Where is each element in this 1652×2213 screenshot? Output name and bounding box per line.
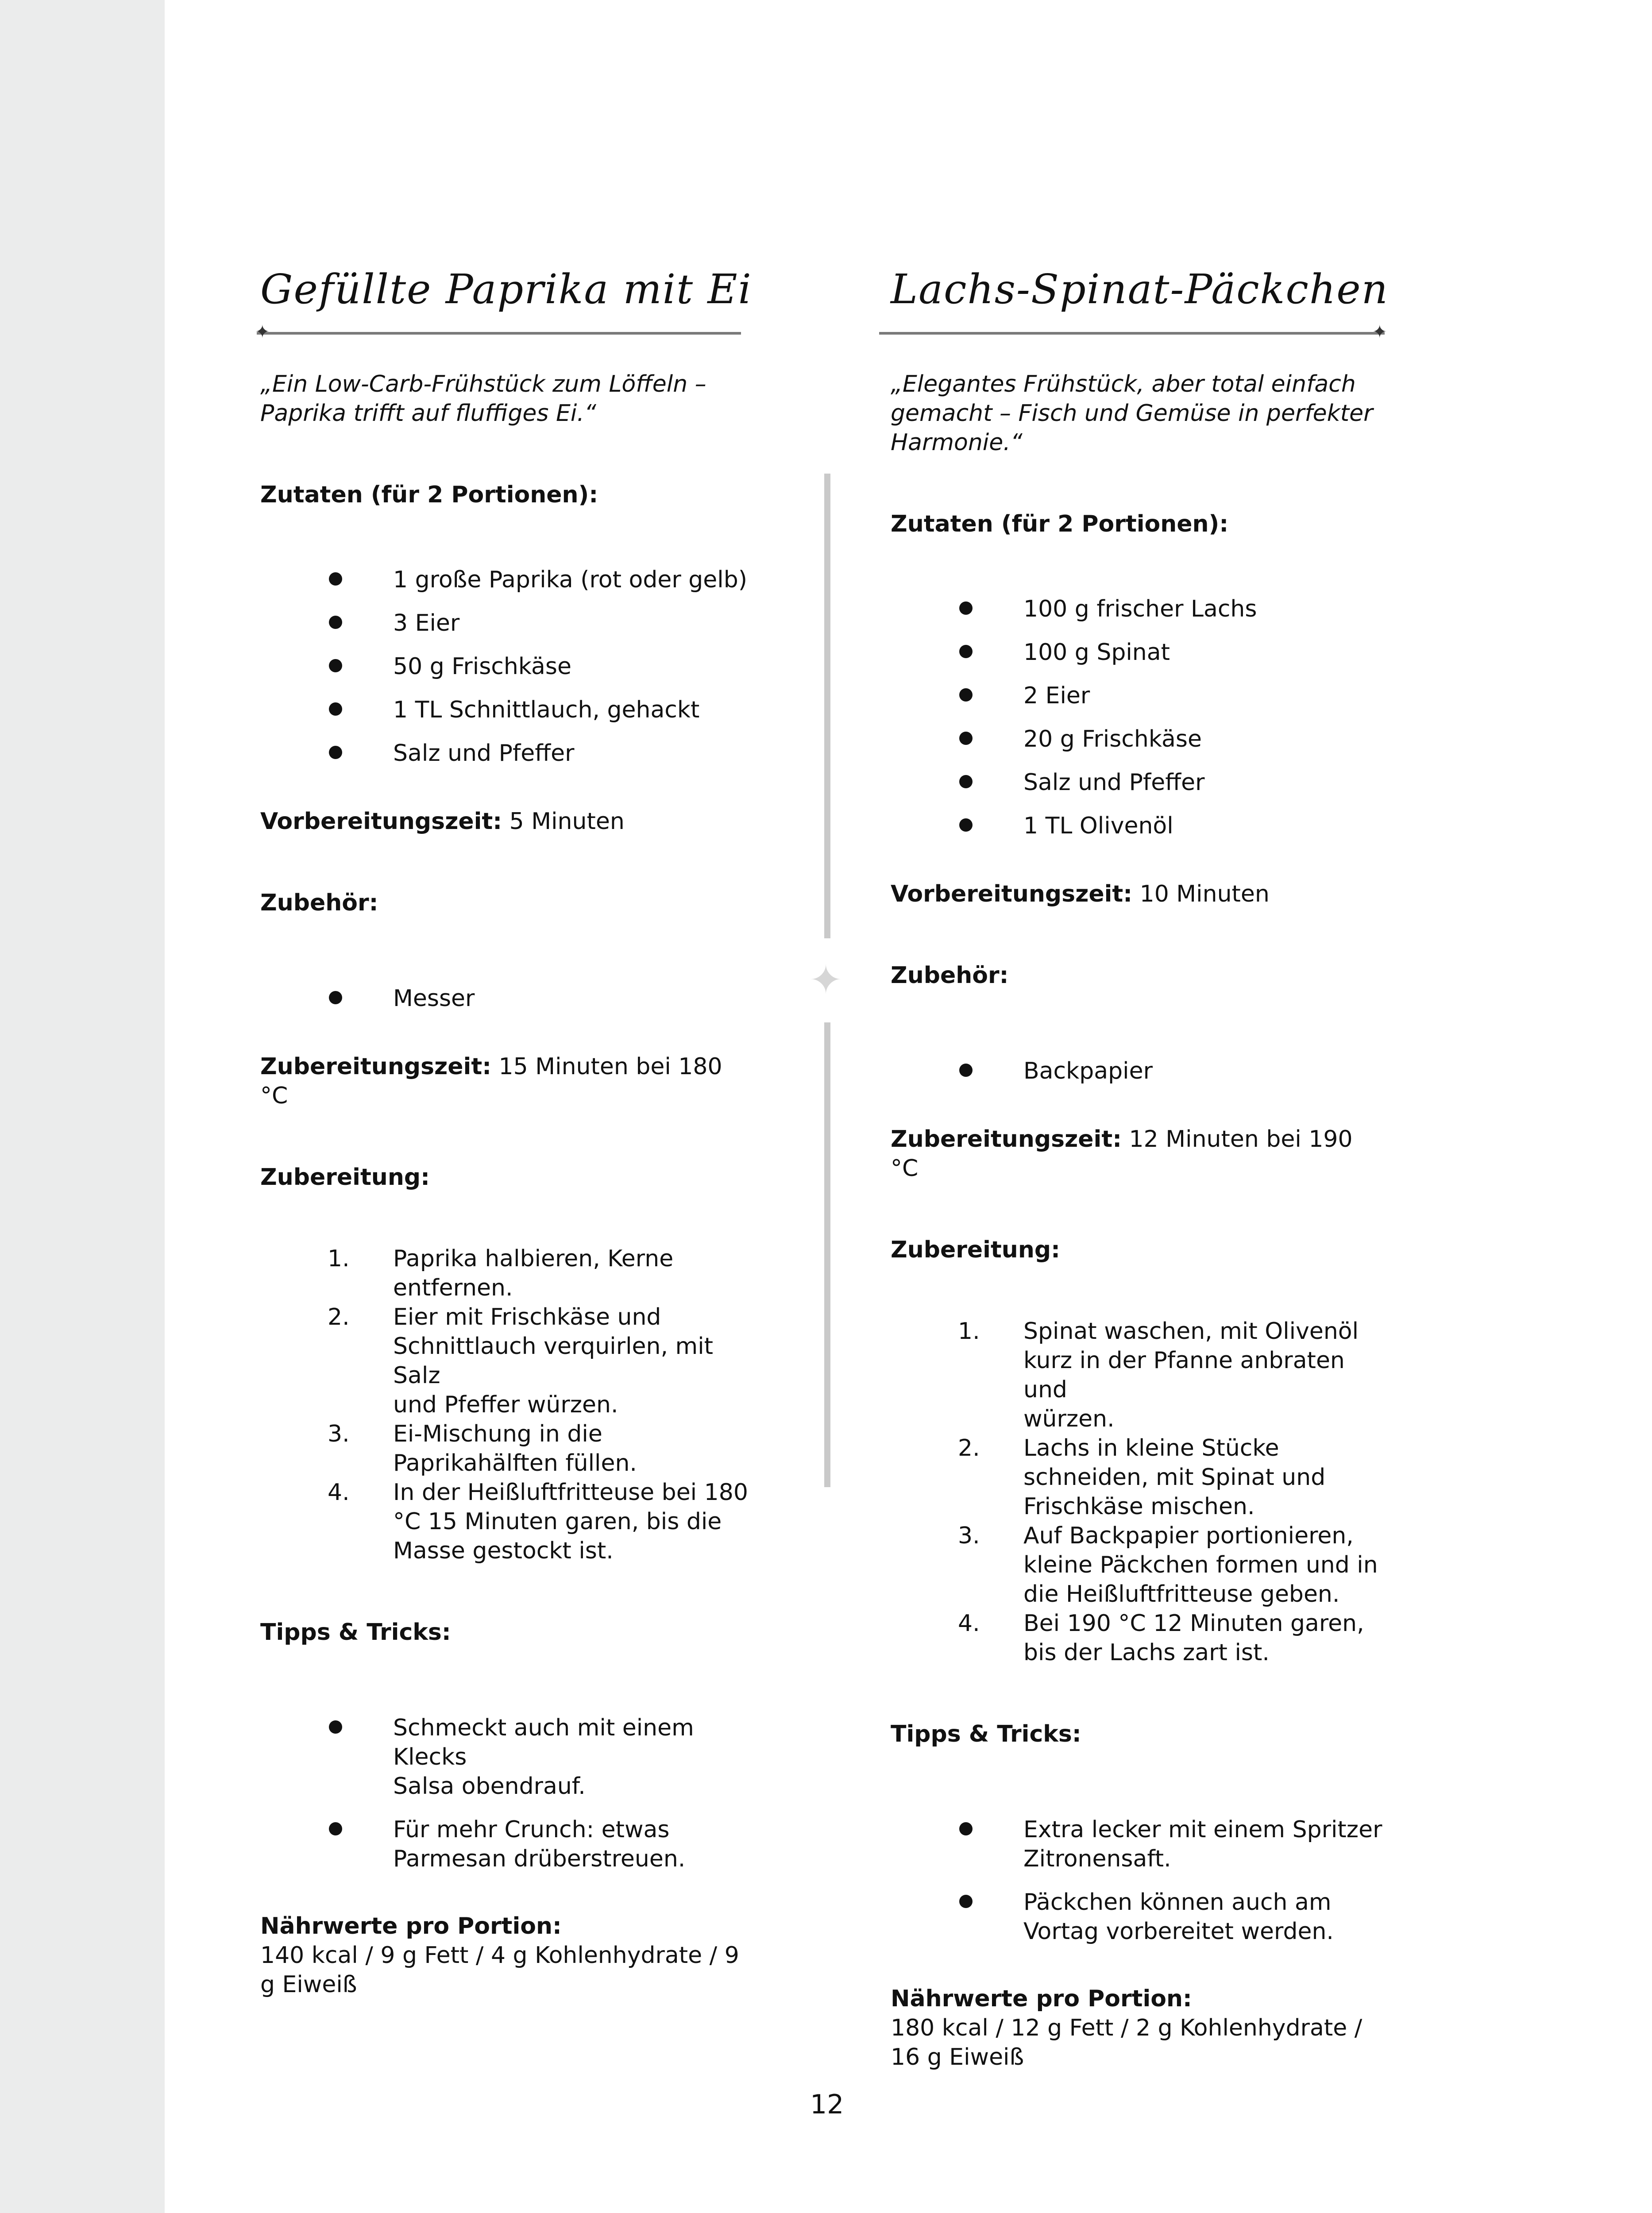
steps-heading: Zubereitung: <box>891 1237 1060 1263</box>
nutrition-line: 140 kcal / 9 g Fett / 4 g Kohlenhydrate / 9 <box>260 1942 739 1969</box>
bullet-dot-icon <box>959 1895 973 1908</box>
step-item <box>260 1419 756 1478</box>
recipe-quote <box>891 370 1386 457</box>
step-line: und Pfeffer würzen. <box>393 1392 618 1418</box>
ingredient-text: 20 g Frischkäse <box>1023 726 1202 752</box>
bullet-dot-icon <box>959 601 973 615</box>
column-divider-top <box>824 474 830 938</box>
cook-time-value: 15 Minuten bei 180 °C <box>260 1053 722 1109</box>
step-line: In der Heißluftfritteuse bei 180 <box>393 1479 748 1506</box>
step-line: die Heißluftfritteuse geben. <box>1023 1581 1340 1608</box>
list-item <box>891 725 1386 754</box>
step-item <box>260 1478 756 1565</box>
step-number: 2. <box>958 1435 980 1461</box>
step-line: Eier mit Frischkäse und <box>393 1304 661 1330</box>
star-ornament-icon: ✦ <box>1372 322 1387 342</box>
list-item <box>260 609 756 638</box>
tools-heading: Zubehör: <box>260 890 378 916</box>
step-line: Frischkäse mischen. <box>1023 1493 1255 1520</box>
recipe-title: Gefüllte Paprika mit Ei <box>260 266 752 313</box>
nutrition-values <box>260 1941 756 1999</box>
bullet-dot-icon <box>959 645 973 658</box>
bullet-dot-icon <box>329 991 342 1004</box>
ingredient-text: Salz und Pfeffer <box>393 740 575 767</box>
nutrition-line: 16 g Eiweiß <box>891 2044 1024 2070</box>
quote-line: gemacht – Fisch und Gemüse in perfekter <box>891 400 1373 427</box>
prep-time <box>891 879 1386 909</box>
tips-heading: Tipps & Tricks: <box>260 1619 451 1646</box>
nutrition-values <box>891 2013 1386 2072</box>
ingredient-text: Salz und Pfeffer <box>1023 769 1205 796</box>
list-item <box>891 638 1386 667</box>
step-item <box>891 1317 1386 1434</box>
step-line: Paprikahälften füllen. <box>393 1450 637 1477</box>
nutrition-heading: Nährwerte pro Portion: <box>260 1913 562 1939</box>
list-item <box>260 695 756 725</box>
step-number: 2. <box>328 1304 350 1330</box>
tip-line: Päckchen können auch am <box>1023 1889 1332 1916</box>
step-line: Lachs in kleine Stücke <box>1023 1435 1279 1461</box>
list-item <box>260 984 756 1013</box>
step-number: 3. <box>328 1421 350 1447</box>
tip-line: Salsa obendrauf. <box>393 1773 586 1800</box>
step-line: Schnittlauch verquirlen, mit Salz <box>393 1333 714 1389</box>
step-item <box>891 1609 1386 1667</box>
ingredients-heading: Zutaten (für 2 Portionen): <box>891 511 1229 537</box>
step-line: kleine Päckchen formen und in <box>1023 1552 1378 1578</box>
recipe-left <box>255 248 756 1999</box>
step-number: 1. <box>328 1245 350 1272</box>
list-item <box>891 1815 1386 1874</box>
step-line: °C 15 Minuten garen, bis die <box>393 1508 722 1535</box>
four-point-star-icon: ✦ <box>809 957 843 1003</box>
quote-line: „Ein Low-Carb-Frühstück zum Löffeln – <box>260 371 706 397</box>
list-item <box>891 768 1386 797</box>
step-item <box>891 1434 1386 1521</box>
bullet-dot-icon <box>329 572 342 586</box>
cook-time-value: 12 Minuten bei 190 °C <box>891 1126 1353 1182</box>
tools-list <box>260 984 756 1013</box>
bullet-dot-icon <box>329 616 342 629</box>
bullet-dot-icon <box>959 1822 973 1835</box>
bullet-dot-icon <box>959 818 973 832</box>
ingredients-list <box>891 594 1386 840</box>
ingredient-text: 100 g Spinat <box>1023 639 1170 666</box>
ingredient-text: 2 Eier <box>1023 682 1090 709</box>
tips-heading: Tipps & Tricks: <box>891 1721 1081 1747</box>
tool-text: Messer <box>393 985 475 1012</box>
cook-time-label: Zubereitungszeit: <box>891 1126 1122 1153</box>
cook-time <box>891 1125 1386 1183</box>
step-number: 4. <box>958 1610 980 1637</box>
tip-line: Vortag vorbereitet werden. <box>1023 1918 1334 1945</box>
quote-line: Harmonie.“ <box>891 429 1023 456</box>
recipe-title-block <box>891 248 1389 342</box>
recipe-right <box>891 248 1389 2072</box>
title-underline <box>257 332 741 335</box>
bullet-dot-icon <box>329 659 342 672</box>
bullet-dot-icon <box>959 775 973 788</box>
list-item <box>260 739 756 768</box>
step-line: Masse gestockt ist. <box>393 1538 614 1564</box>
step-line: würzen. <box>1023 1406 1115 1432</box>
tip-line: Extra lecker mit einem Spritzer <box>1023 1816 1382 1843</box>
list-item <box>891 1056 1386 1086</box>
prep-time-value: 10 Minuten <box>1132 881 1270 907</box>
tips-list <box>891 1815 1386 1946</box>
tools-heading: Zubehör: <box>891 962 1009 989</box>
title-underline <box>879 332 1385 335</box>
cook-time <box>260 1052 756 1110</box>
list-item <box>260 565 756 594</box>
bullet-dot-icon <box>329 1822 342 1835</box>
step-line: schneiden, mit Spinat und <box>1023 1464 1326 1491</box>
steps-list <box>260 1244 756 1565</box>
page-number: 12 <box>810 2089 844 2120</box>
step-line: entfernen. <box>393 1275 513 1301</box>
tools-list <box>891 1056 1386 1086</box>
list-item <box>260 652 756 681</box>
step-number: 1. <box>958 1318 980 1345</box>
nutrition-line: 180 kcal / 12 g Fett / 2 g Kohlenhydrate / <box>891 2015 1363 2041</box>
ingredients-heading: Zutaten (für 2 Portionen): <box>260 482 598 508</box>
list-item <box>891 681 1386 710</box>
step-line: Auf Backpapier portionieren, <box>1023 1523 1354 1549</box>
bullet-dot-icon <box>329 1720 342 1734</box>
step-line: kurz in der Pfanne anbraten und <box>1023 1347 1345 1403</box>
recipe-quote <box>260 370 756 428</box>
prep-time-label: Vorbereitungszeit: <box>260 808 502 835</box>
step-line: bis der Lachs zart ist. <box>1023 1639 1270 1666</box>
ingredient-text: 1 TL Schnittlauch, gehackt <box>393 697 700 723</box>
list-item <box>891 594 1386 624</box>
step-line: Paprika halbieren, Kerne <box>393 1245 674 1272</box>
step-item <box>891 1521 1386 1609</box>
step-number: 3. <box>958 1523 980 1549</box>
star-ornament-icon: ✦ <box>255 322 270 342</box>
ingredient-text: 1 große Paprika (rot oder gelb) <box>393 567 747 593</box>
ingredient-text: 50 g Frischkäse <box>393 653 571 680</box>
bullet-dot-icon <box>959 732 973 745</box>
tip-line: Zitronensaft. <box>1023 1846 1171 1872</box>
tip-line: Schmeckt auch mit einem Klecks <box>393 1715 694 1770</box>
quote-line: Paprika trifft auf fluffiges Ei.“ <box>260 400 596 427</box>
steps-list <box>891 1317 1386 1667</box>
ingredient-text: 100 g frischer Lachs <box>1023 596 1257 622</box>
recipe-title: Lachs-Spinat-Päckchen <box>891 266 1389 313</box>
bullet-dot-icon <box>959 1064 973 1077</box>
ingredients-list <box>260 565 756 768</box>
bullet-dot-icon <box>329 746 342 759</box>
prep-time <box>260 807 756 836</box>
bullet-dot-icon <box>329 702 342 716</box>
step-line: Spinat waschen, mit Olivenöl <box>1023 1318 1359 1345</box>
step-item <box>260 1303 756 1419</box>
bullet-dot-icon <box>959 688 973 702</box>
cook-time-label: Zubereitungszeit: <box>260 1053 492 1080</box>
list-item <box>891 1888 1386 1946</box>
quote-line: „Elegantes Frühstück, aber total einfach <box>891 371 1356 397</box>
nutrition-line: g Eiweiß <box>260 1971 357 1998</box>
tip-line: Für mehr Crunch: etwas <box>393 1816 670 1843</box>
prep-time-label: Vorbereitungszeit: <box>891 881 1133 907</box>
list-item <box>260 1713 756 1801</box>
page-side-strip <box>0 0 165 2213</box>
step-line: Bei 190 °C 12 Minuten garen, <box>1023 1610 1364 1637</box>
tool-text: Backpapier <box>1023 1058 1153 1084</box>
list-item <box>260 1815 756 1874</box>
recipe-title-block <box>255 248 756 342</box>
tips-list <box>260 1713 756 1874</box>
column-divider-bottom <box>824 1022 830 1487</box>
step-item <box>260 1244 756 1303</box>
nutrition-heading: Nährwerte pro Portion: <box>891 1986 1192 2012</box>
steps-heading: Zubereitung: <box>260 1164 430 1191</box>
ingredient-text: 3 Eier <box>393 610 460 636</box>
ingredient-text: 1 TL Olivenöl <box>1023 813 1173 839</box>
step-line: Ei-Mischung in die <box>393 1421 602 1447</box>
list-item <box>891 811 1386 840</box>
step-number: 4. <box>328 1479 350 1506</box>
tip-line: Parmesan drüberstreuen. <box>393 1846 686 1872</box>
prep-time-value: 5 Minuten <box>502 808 625 835</box>
